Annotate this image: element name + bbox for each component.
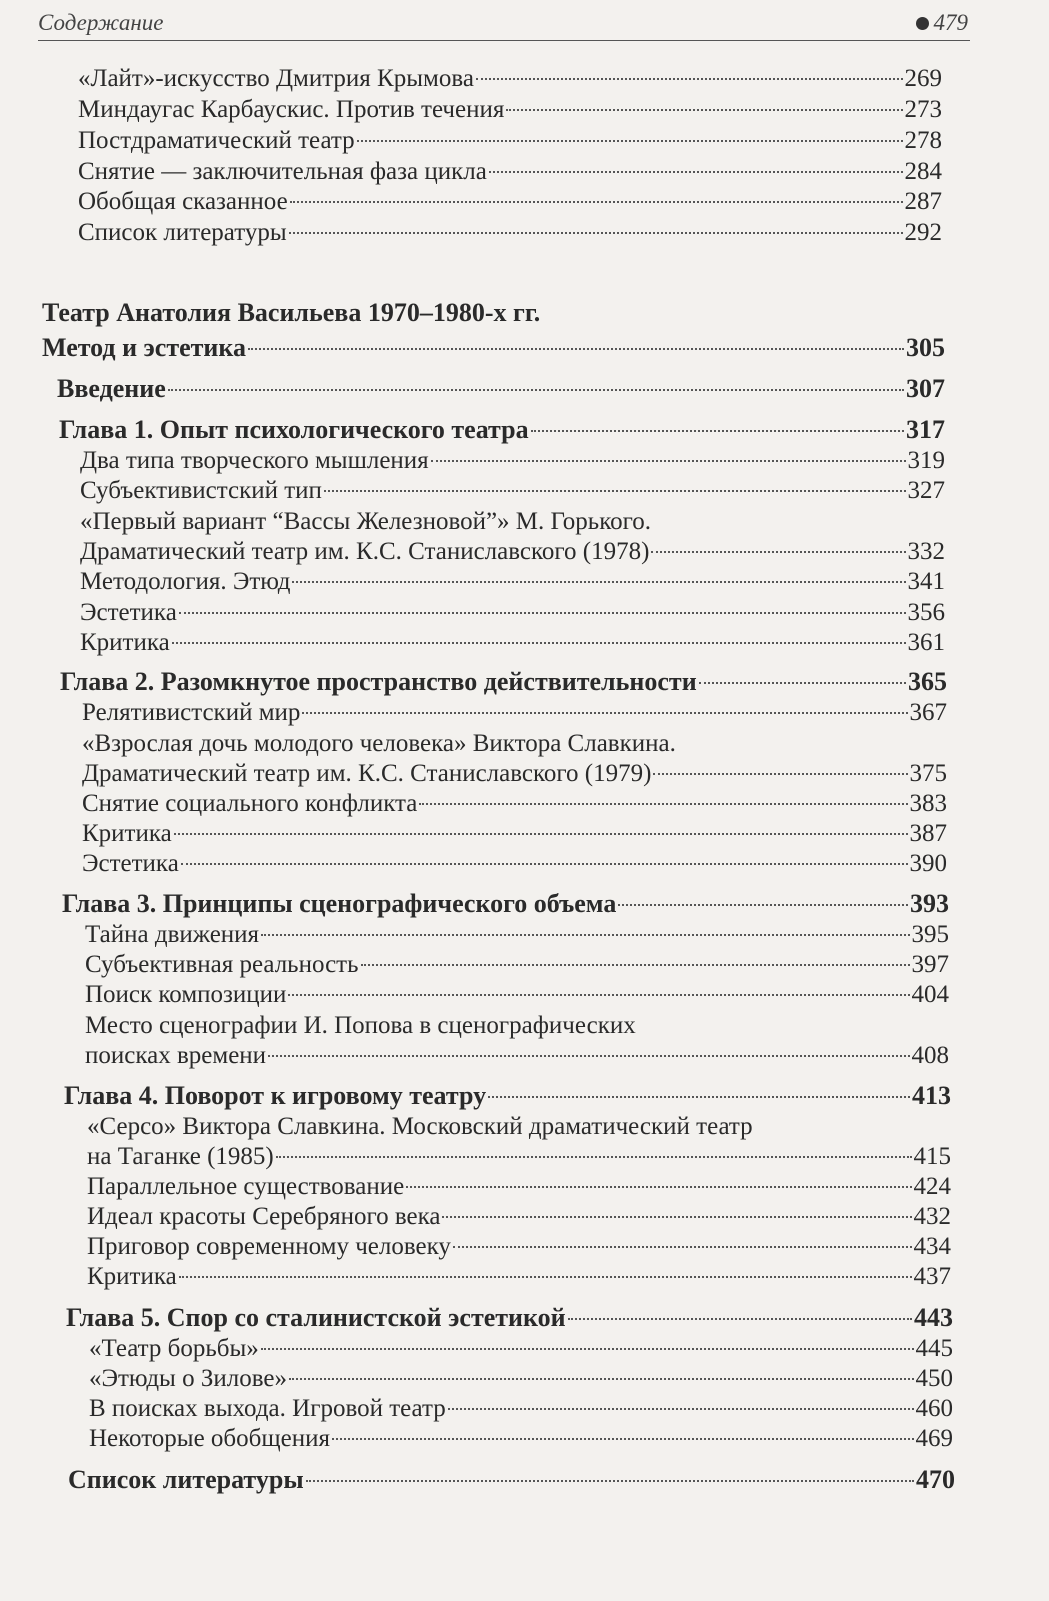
toc-entry: [68, 1465, 955, 1495]
toc-entry: [78, 157, 942, 187]
toc-entry: [78, 187, 942, 217]
toc-entry: [80, 446, 945, 476]
toc-entry-title: Метод и эстетика: [42, 333, 246, 362]
running-header-page: [916, 10, 969, 36]
toc-entry-title: «Серсо» Виктора Славкина. Московский драматический театр: [87, 1113, 753, 1140]
toc-entry-page: 397: [911, 951, 949, 978]
dot-leader: [568, 1317, 912, 1320]
toc-entry: [82, 819, 947, 849]
dot-leader: [324, 489, 906, 492]
toc-entry-title: «Лайт»-искусство Дмитрия Крымова: [78, 65, 474, 92]
toc-entry-page: 393: [910, 889, 949, 918]
toc-entry: [87, 1232, 951, 1262]
dot-leader: [276, 1155, 912, 1158]
toc-entry: [87, 1202, 951, 1232]
dot-leader: [419, 802, 907, 805]
toc-entry-page: 383: [909, 790, 947, 817]
toc-entry: [64, 1081, 951, 1111]
toc-entry-title: «Театр борьбы»: [89, 1335, 259, 1362]
toc-entry-title: Введение: [57, 374, 166, 403]
toc-entry: [78, 64, 942, 94]
toc-entry-page: 450: [915, 1365, 953, 1392]
dot-leader: [248, 347, 904, 350]
toc-entry: [87, 1142, 951, 1172]
toc-entry-title: Критика: [87, 1263, 177, 1290]
dot-leader: [488, 1095, 910, 1098]
toc-entry-page: 395: [911, 921, 949, 948]
dot-leader: [261, 1347, 914, 1350]
toc-entry: [85, 950, 949, 980]
toc-entry-title: «Этюды о Зилове»: [89, 1365, 287, 1392]
toc-entry-title: на Таганке (1985): [87, 1143, 274, 1170]
dot-leader: [406, 1185, 911, 1188]
toc-entry-title: поисках времени: [85, 1042, 267, 1069]
toc-entry: [89, 1424, 953, 1454]
dot-leader: [448, 1407, 914, 1410]
toc-entry-page: 424: [913, 1173, 951, 1200]
dot-leader: [261, 933, 909, 936]
toc-entry: [85, 920, 949, 950]
dot-leader: [506, 108, 902, 111]
toc-entry-title: Параллельное существование: [87, 1173, 405, 1200]
dot-leader: [289, 231, 903, 234]
toc-entry: [80, 567, 945, 597]
dot-leader: [289, 1377, 914, 1380]
toc-entry-page: 390: [909, 850, 947, 877]
toc-entry-title: Глава 2. Разомкнутое пространство действительности: [60, 667, 697, 696]
toc-entry-title: Некоторые обобщения: [89, 1425, 330, 1452]
bullet-icon: [916, 17, 929, 30]
toc-entry-title: Субъективистский тип: [80, 477, 322, 504]
section-title: Театр Анатолия Васильева 1970–1980-х гг.: [42, 298, 541, 327]
dot-leader: [288, 993, 909, 996]
toc-entry-title: Снятие социального конфликта: [82, 790, 418, 817]
toc-entry-page: 415: [913, 1143, 951, 1170]
toc-entry-title: Драматический театр им. К.С. Станиславского (1979): [82, 760, 652, 787]
dot-leader: [168, 388, 904, 391]
toc-entry: [82, 698, 947, 728]
toc-entry: [82, 759, 947, 789]
toc-entry-title: Миндаугас Карбаускис. Против течения: [78, 96, 505, 123]
toc-entry: [82, 849, 947, 879]
toc-entry-page: 408: [911, 1042, 949, 1069]
toc-entry: [60, 667, 947, 697]
toc-entry: [59, 415, 945, 445]
toc-entry-page: 413: [912, 1081, 951, 1110]
dot-leader: [179, 611, 906, 614]
toc-entry: [87, 1262, 951, 1292]
toc-entry-page: 445: [915, 1335, 953, 1362]
dot-leader: [181, 862, 908, 865]
toc-entry-page: 292: [904, 219, 942, 246]
dot-leader: [699, 681, 906, 684]
dot-leader: [361, 963, 910, 966]
running-header-title: Содержание: [38, 10, 164, 35]
toc-entry-title: Глава 1. Опыт психологического театра: [59, 415, 529, 444]
dot-leader: [453, 1245, 912, 1248]
toc-entry-title: Список литературы: [78, 219, 287, 246]
toc-entry-page: 460: [915, 1395, 953, 1422]
running-header: [38, 6, 970, 41]
dot-leader: [302, 711, 907, 714]
toc-entry-page: 341: [907, 568, 945, 595]
toc-entry-page: 327: [907, 477, 945, 504]
toc-entry-title: «Первый вариант “Вассы Железновой”» М. Горького.: [80, 508, 651, 535]
toc-entry-title: Постдраматический театр: [78, 127, 355, 154]
toc-entry: [85, 980, 949, 1010]
toc-entry-page: 469: [915, 1425, 953, 1452]
toc-entry-page: 269: [904, 65, 942, 92]
toc-entry-title: Методология. Этюд: [80, 568, 291, 595]
dot-leader: [292, 580, 905, 583]
toc-entry: [80, 628, 945, 658]
toc-entry-title: Эстетика: [80, 599, 177, 626]
toc-entry-title: Глава 4. Поворот к игровому театру: [64, 1081, 487, 1110]
toc-entry-page: 443: [914, 1303, 953, 1332]
toc-entry: [87, 1172, 951, 1202]
toc-entry-title: Снятие — заключительная фаза цикла: [78, 158, 487, 185]
toc-entry-page: 317: [906, 415, 945, 444]
toc-entry-page: 332: [907, 538, 945, 565]
toc-entry-page: 437: [913, 1263, 951, 1290]
toc-entry-title: Тайна движения: [85, 921, 260, 948]
toc-entry-title: Место сценографии И. Попова в сценографических: [85, 1012, 636, 1039]
toc-entry-title: Два типа творческого мышления: [80, 447, 429, 474]
toc-entry: [78, 218, 942, 248]
dot-leader: [442, 1215, 911, 1218]
toc-entry-page: 432: [913, 1203, 951, 1230]
toc-entry-page: 278: [904, 127, 942, 154]
dot-leader: [357, 139, 903, 142]
toc-entry: [80, 537, 945, 567]
dot-leader: [306, 1479, 914, 1482]
toc-entry-page: 273: [904, 96, 942, 123]
toc-entry: [89, 1334, 953, 1364]
toc-entry: [80, 598, 945, 628]
toc-entry: [42, 333, 945, 363]
toc-entry-page: 287: [904, 188, 942, 215]
toc-entry-page: 356: [907, 599, 945, 626]
dot-leader: [174, 832, 908, 835]
dot-leader: [618, 903, 908, 906]
dot-leader: [653, 772, 907, 775]
toc-entry-page: 307: [906, 374, 945, 403]
dot-leader: [332, 1437, 914, 1440]
toc-entry: [89, 1394, 953, 1424]
toc-entry: [80, 476, 945, 506]
toc-entry: [62, 889, 949, 919]
dot-leader: [431, 459, 906, 462]
toc-entry: [66, 1303, 953, 1333]
dot-leader: [489, 170, 903, 173]
toc-entry-title: Обобщая сказанное: [78, 188, 288, 215]
toc-entry-title: Драматический театр им. К.С. Станиславского (1978): [80, 538, 650, 565]
toc-entry-page: 365: [908, 667, 947, 696]
dot-leader: [172, 641, 906, 644]
toc-entry-page: 387: [909, 820, 947, 847]
toc-entry-page: 404: [911, 981, 949, 1008]
toc-entry-title: Глава 3. Принципы сценографического объема: [62, 889, 617, 918]
toc-entry-page: 367: [909, 699, 947, 726]
toc-entry-title: «Взрослая дочь молодого человека» Виктора Славкина.: [82, 730, 676, 757]
toc-entry-title: Поиск композиции: [85, 981, 287, 1008]
dot-leader: [268, 1054, 909, 1057]
toc-entry: [85, 1041, 949, 1071]
toc-entry-title: Критика: [82, 820, 172, 847]
toc-entry: [78, 126, 942, 156]
toc-entry: [82, 789, 947, 819]
toc-entry-page: 470: [916, 1465, 955, 1494]
toc-entry-page: 319: [907, 447, 945, 474]
toc-entry-page: 361: [907, 629, 945, 656]
toc-entry: [78, 95, 942, 125]
toc-entry-title: Эстетика: [82, 850, 179, 877]
dot-leader: [179, 1275, 912, 1278]
toc-entry: [89, 1364, 953, 1394]
toc-entry-title: Субъективная реальность: [85, 951, 359, 978]
toc-entry-title: Приговор современному человеку: [87, 1233, 451, 1260]
page-number: 479: [933, 10, 968, 35]
dot-leader: [290, 200, 903, 203]
toc-entry-title: Идеал красоты Серебряного века: [87, 1203, 441, 1230]
dot-leader: [476, 77, 903, 80]
toc-entry-title: Релятивистский мир: [82, 699, 301, 726]
toc-entry-title: Список литературы: [68, 1465, 304, 1494]
dot-leader: [651, 550, 905, 553]
toc-entry-page: 305: [906, 333, 945, 362]
dot-leader: [531, 429, 904, 432]
toc-entry-title: Глава 5. Спор со сталинистской эстетикой: [66, 1303, 566, 1332]
toc-entry: [57, 374, 945, 404]
toc-entry-title: В поисках выхода. Игровой театр: [89, 1395, 446, 1422]
toc-entry-page: 284: [904, 158, 942, 185]
toc-entry-title: Критика: [80, 629, 170, 656]
toc-entry-page: 375: [909, 760, 947, 787]
toc-entry-page: 434: [913, 1233, 951, 1260]
